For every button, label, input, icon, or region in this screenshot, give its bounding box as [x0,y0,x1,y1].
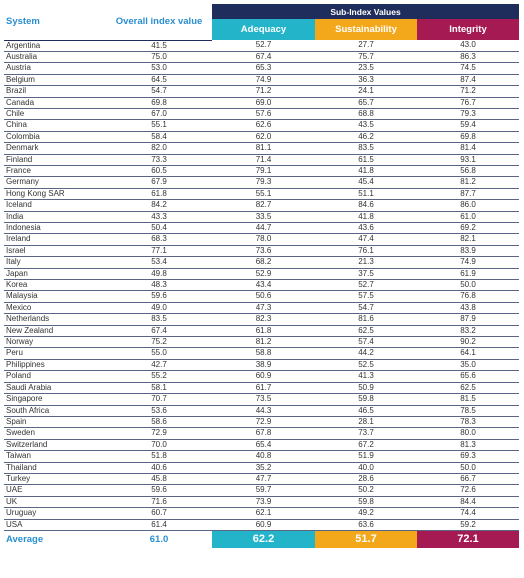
overall-cell: 69.8 [106,97,212,108]
adequacy-cell: 72.9 [212,416,315,427]
average-row [4,530,519,548]
adequacy-cell: 52.7 [212,40,315,51]
overall-cell: 64.5 [106,74,212,85]
sustainability-cell: 47.4 [315,234,417,245]
overall-cell: 84.2 [106,200,212,211]
overall-cell: 59.6 [106,485,212,496]
adequacy-cell: 61.8 [212,325,315,336]
overall-cell: 70.0 [106,439,212,450]
system-cell: Brazil [4,86,106,97]
table-row [4,165,519,176]
integrity-cell: 69.2 [417,223,519,234]
sustainability-cell: 23.5 [315,63,417,74]
table-row [4,143,519,154]
system-cell: China [4,120,106,131]
table-body [4,40,519,530]
table-row [4,211,519,222]
system-cell: Austria [4,63,106,74]
sustainability-cell: 28.6 [315,473,417,484]
sustainability-cell: 84.6 [315,200,417,211]
index-values-table [4,4,519,548]
sustainability-cell: 75.7 [315,51,417,62]
adequacy-cell: 65.3 [212,63,315,74]
sustainability-cell: 54.7 [315,302,417,313]
integrity-cell: 59.2 [417,519,519,530]
sustainability-cell: 46.5 [315,405,417,416]
overall-cell: 51.8 [106,451,212,462]
integrity-cell: 65.6 [417,371,519,382]
table-row [4,508,519,519]
overall-cell: 75.2 [106,337,212,348]
adequacy-cell: 79.1 [212,165,315,176]
adequacy-cell: 73.6 [212,245,315,256]
table-row [4,257,519,268]
integrity-cell: 43.8 [417,302,519,313]
table-row [4,97,519,108]
system-cell: Poland [4,371,106,382]
overall-cell: 58.4 [106,131,212,142]
overall-cell: 70.7 [106,394,212,405]
system-cell: Singapore [4,394,106,405]
overall-cell: 68.3 [106,234,212,245]
overall-cell: 48.3 [106,280,212,291]
integrity-cell: 59.4 [417,120,519,131]
adequacy-cell: 82.3 [212,314,315,325]
sustainability-cell: 83.5 [315,143,417,154]
overall-cell: 75.0 [106,51,212,62]
adequacy-cell: 62.0 [212,131,315,142]
sustainability-cell: 52.7 [315,280,417,291]
table-row [4,188,519,199]
table-row [4,428,519,439]
system-cell: Indonesia [4,223,106,234]
overall-cell: 60.5 [106,165,212,176]
sustainability-cell: 76.1 [315,245,417,256]
overall-cell: 61.8 [106,188,212,199]
integrity-cell: 81.2 [417,177,519,188]
table-row [4,451,519,462]
sustainability-cell: 36.3 [315,74,417,85]
sustainability-cell: 57.4 [315,337,417,348]
adequacy-cell: 47.7 [212,473,315,484]
overall-cell: 67.0 [106,108,212,119]
sustainability-cell: 43.6 [315,223,417,234]
system-cell: Denmark [4,143,106,154]
system-cell: Switzerland [4,439,106,450]
system-cell: Colombia [4,131,106,142]
system-cell: UK [4,496,106,507]
integrity-cell: 56.8 [417,165,519,176]
adequacy-cell: 47.3 [212,302,315,313]
system-cell: Turkey [4,473,106,484]
system-cell: New Zealand [4,325,106,336]
adequacy-cell: 59.7 [212,485,315,496]
overall-cell: 50.4 [106,223,212,234]
sustainability-cell: 37.5 [315,268,417,279]
system-cell: Italy [4,257,106,268]
adequacy-cell: 73.9 [212,496,315,507]
table-row [4,86,519,97]
overall-cell: 42.7 [106,359,212,370]
overall-cell: 53.6 [106,405,212,416]
table-row [4,439,519,450]
integrity-cell: 74.4 [417,508,519,519]
integrity-cell: 80.0 [417,428,519,439]
adequacy-cell: 60.9 [212,519,315,530]
system-cell: Mexico [4,302,106,313]
sustainability-header: Sustainability [315,19,417,40]
sustainability-cell: 61.5 [315,154,417,165]
table-row [4,223,519,234]
table-row [4,314,519,325]
integrity-cell: 50.0 [417,462,519,473]
integrity-cell: 87.9 [417,314,519,325]
integrity-cell: 71.2 [417,86,519,97]
system-cell: Finland [4,154,106,165]
adequacy-cell: 82.7 [212,200,315,211]
overall-cell: 40.6 [106,462,212,473]
average-overall: 61.0 [149,533,169,545]
table-row [4,382,519,393]
sustainability-cell: 24.1 [315,86,417,97]
adequacy-cell: 52.9 [212,268,315,279]
sustainability-cell: 62.5 [315,325,417,336]
adequacy-cell: 60.9 [212,371,315,382]
adequacy-cell: 67.8 [212,428,315,439]
integrity-cell: 69.3 [417,451,519,462]
integrity-cell: 76.8 [417,291,519,302]
overall-cell: 55.0 [106,348,212,359]
overall-cell: 72.9 [106,428,212,439]
adequacy-cell: 62.1 [212,508,315,519]
integrity-cell: 64.1 [417,348,519,359]
sustainability-cell: 41.8 [315,165,417,176]
integrity-cell: 90.2 [417,337,519,348]
integrity-cell: 76.7 [417,97,519,108]
sustainability-cell: 21.3 [315,257,417,268]
system-cell: Canada [4,97,106,108]
table-row [4,40,519,51]
sustainability-cell: 73.7 [315,428,417,439]
integrity-cell: 81.5 [417,394,519,405]
sustainability-cell: 46.2 [315,131,417,142]
integrity-cell: 82.1 [417,234,519,245]
system-cell: Saudi Arabia [4,382,106,393]
adequacy-cell: 81.2 [212,337,315,348]
average-integrity: 72.1 [417,530,519,548]
system-cell: Norway [4,337,106,348]
adequacy-header: Adequacy [212,19,315,40]
table-row [4,108,519,119]
system-cell: Thailand [4,462,106,473]
adequacy-cell: 57.6 [212,108,315,119]
table-row [4,416,519,427]
adequacy-cell: 40.8 [212,451,315,462]
overall-cell: 53.4 [106,257,212,268]
sustainability-cell: 43.5 [315,120,417,131]
sub-index-header: Sub-Index Values [212,4,519,19]
sustainability-cell: 49.2 [315,508,417,519]
system-cell: India [4,211,106,222]
table-row [4,280,519,291]
overall-cell: 77.1 [106,245,212,256]
overall-cell: 82.0 [106,143,212,154]
table-row [4,63,519,74]
sustainability-cell: 28.1 [315,416,417,427]
overall-cell: 55.2 [106,371,212,382]
integrity-cell: 74.9 [417,257,519,268]
sustainability-cell: 68.8 [315,108,417,119]
system-cell: Hong Kong SAR [4,188,106,199]
adequacy-cell: 58.8 [212,348,315,359]
overall-cell: 73.3 [106,154,212,165]
table-row [4,245,519,256]
table-row [4,371,519,382]
sustainability-cell: 27.7 [315,40,417,51]
overall-cell: 58.6 [106,416,212,427]
sustainability-cell: 44.2 [315,348,417,359]
overall-cell: 45.8 [106,473,212,484]
adequacy-cell: 35.2 [212,462,315,473]
integrity-cell: 84.4 [417,496,519,507]
adequacy-cell: 50.6 [212,291,315,302]
integrity-cell: 78.5 [417,405,519,416]
system-cell: Australia [4,51,106,62]
average-sustainability: 51.7 [315,530,417,548]
table-row [4,120,519,131]
integrity-cell: 43.0 [417,40,519,51]
sustainability-cell: 50.9 [315,382,417,393]
table-row [4,131,519,142]
integrity-cell: 83.9 [417,245,519,256]
sustainability-cell: 65.7 [315,97,417,108]
integrity-cell: 87.4 [417,74,519,85]
table-row [4,337,519,348]
overall-cell: 55.1 [106,120,212,131]
integrity-cell: 61.9 [417,268,519,279]
overall-cell: 60.7 [106,508,212,519]
table-row [4,359,519,370]
overall-index-header: Overall index value [106,4,212,40]
table-row [4,200,519,211]
sustainability-cell: 52.5 [315,359,417,370]
integrity-cell: 72.6 [417,485,519,496]
adequacy-cell: 71.4 [212,154,315,165]
adequacy-cell: 55.1 [212,188,315,199]
table-row [4,496,519,507]
sustainability-cell: 57.5 [315,291,417,302]
sustainability-cell: 45.4 [315,177,417,188]
integrity-cell: 78.3 [417,416,519,427]
table-row [4,302,519,313]
integrity-cell: 83.2 [417,325,519,336]
system-cell: USA [4,519,106,530]
integrity-cell: 81.4 [417,143,519,154]
sustainability-cell: 41.8 [315,211,417,222]
table-row [4,291,519,302]
integrity-cell: 35.0 [417,359,519,370]
adequacy-cell: 69.0 [212,97,315,108]
integrity-cell: 69.8 [417,131,519,142]
integrity-cell: 61.0 [417,211,519,222]
overall-cell: 67.9 [106,177,212,188]
overall-cell: 43.3 [106,211,212,222]
table-row [4,519,519,530]
integrity-cell: 62.5 [417,382,519,393]
system-cell: Chile [4,108,106,119]
table-row [4,405,519,416]
system-cell: Iceland [4,200,106,211]
system-cell: Sweden [4,428,106,439]
overall-cell: 67.4 [106,325,212,336]
sustainability-cell: 59.8 [315,496,417,507]
system-cell: Peru [4,348,106,359]
adequacy-cell: 44.3 [212,405,315,416]
adequacy-cell: 68.2 [212,257,315,268]
integrity-cell: 74.5 [417,63,519,74]
system-cell: Belgium [4,74,106,85]
integrity-cell: 86.3 [417,51,519,62]
system-cell: Taiwan [4,451,106,462]
system-cell: Germany [4,177,106,188]
adequacy-cell: 67.4 [212,51,315,62]
system-cell: Netherlands [4,314,106,325]
overall-cell: 61.4 [106,519,212,530]
adequacy-cell: 71.2 [212,86,315,97]
sustainability-cell: 59.8 [315,394,417,405]
table-row [4,348,519,359]
system-header: System [4,4,106,40]
adequacy-cell: 43.4 [212,280,315,291]
table-row [4,154,519,165]
integrity-cell: 93.1 [417,154,519,165]
table-row [4,234,519,245]
overall-cell: 41.5 [106,40,212,51]
sustainability-cell: 67.2 [315,439,417,450]
system-cell: France [4,165,106,176]
system-cell: Israel [4,245,106,256]
adequacy-cell: 79.3 [212,177,315,188]
sustainability-cell: 50.2 [315,485,417,496]
integrity-cell: 86.0 [417,200,519,211]
sustainability-cell: 81.6 [315,314,417,325]
adequacy-cell: 81.1 [212,143,315,154]
system-cell: Spain [4,416,106,427]
table-row [4,462,519,473]
system-cell: South Africa [4,405,106,416]
table-row [4,325,519,336]
overall-cell: 59.6 [106,291,212,302]
integrity-cell: 87.7 [417,188,519,199]
table-row [4,51,519,62]
sustainability-cell: 40.0 [315,462,417,473]
sustainability-cell: 51.9 [315,451,417,462]
overall-cell: 49.8 [106,268,212,279]
adequacy-cell: 65.4 [212,439,315,450]
overall-cell: 58.1 [106,382,212,393]
system-cell: Malaysia [4,291,106,302]
system-cell: Argentina [4,40,106,51]
overall-cell: 49.0 [106,302,212,313]
integrity-header: Integrity [417,19,519,40]
adequacy-cell: 78.0 [212,234,315,245]
table-row [4,268,519,279]
average-label: Average [6,533,44,545]
sustainability-cell: 41.3 [315,371,417,382]
adequacy-cell: 38.9 [212,359,315,370]
overall-cell: 54.7 [106,86,212,97]
integrity-cell: 50.0 [417,280,519,291]
table-row [4,473,519,484]
system-cell: Japan [4,268,106,279]
adequacy-cell: 73.5 [212,394,315,405]
overall-cell: 83.5 [106,314,212,325]
sustainability-cell: 51.1 [315,188,417,199]
system-cell: Philippines [4,359,106,370]
average-adequacy: 62.2 [212,530,315,548]
overall-cell: 53.0 [106,63,212,74]
adequacy-cell: 74.9 [212,74,315,85]
system-cell: Ireland [4,234,106,245]
system-cell: Uruguay [4,508,106,519]
system-cell: UAE [4,485,106,496]
adequacy-cell: 44.7 [212,223,315,234]
overall-cell: 71.6 [106,496,212,507]
adequacy-cell: 33.5 [212,211,315,222]
integrity-cell: 81.3 [417,439,519,450]
sustainability-cell: 63.6 [315,519,417,530]
table-row [4,485,519,496]
table-row [4,74,519,85]
table-row [4,394,519,405]
integrity-cell: 79.3 [417,108,519,119]
adequacy-cell: 62.6 [212,120,315,131]
system-cell: Korea [4,280,106,291]
adequacy-cell: 61.7 [212,382,315,393]
table-row [4,177,519,188]
integrity-cell: 66.7 [417,473,519,484]
